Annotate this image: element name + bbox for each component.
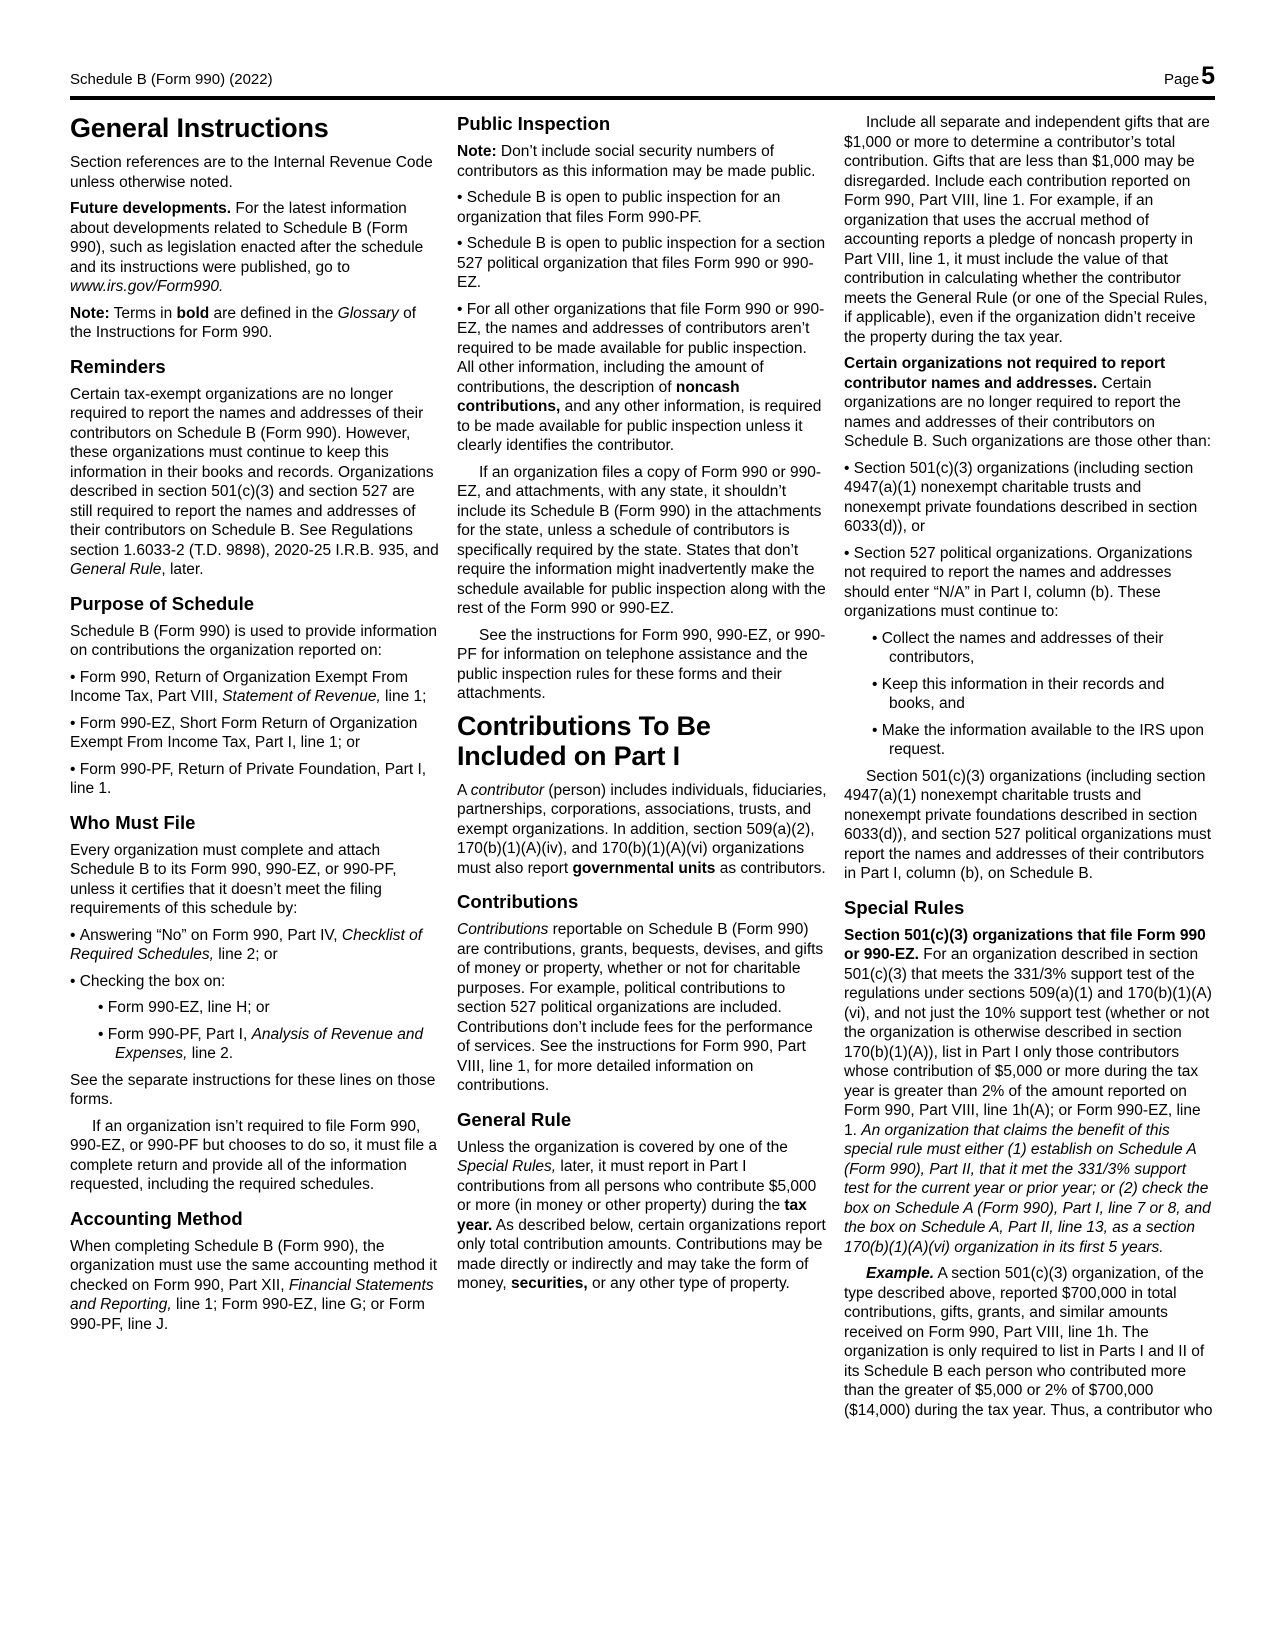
emphasis-text: Example. xyxy=(866,1265,935,1282)
text-run: Form 990, Return of Organization Exempt From Income Tax, Part VIII, xyxy=(70,668,408,705)
text-run: Make the information available to the IRS upon request. xyxy=(881,721,1204,758)
text-run: General Rule xyxy=(457,1108,572,1130)
text-run: Section 501(c)(3) organizations (including section 4947(a)(1) nonexempt charitable trusts and nonexempt private foundations described in section 6033(d)), or xyxy=(844,459,1198,535)
text-run: Keep this information in their records and books, and xyxy=(881,675,1165,712)
text-run: Form 990-PF, Return of Private Foundation, Part I, line 1. xyxy=(70,760,427,797)
form-title: Schedule B (Form 990) (2022) xyxy=(70,71,273,88)
text-run: See the instructions for Form 990, 990-EZ, or 990-PF for information on telephone assistance and the public inspection rules for these forms and their attachments. xyxy=(457,626,826,702)
paragraph xyxy=(70,622,440,661)
text-run: Public Inspection xyxy=(457,113,611,134)
section-heading xyxy=(457,891,827,913)
columns-container xyxy=(70,113,1215,1427)
text-run: Every organization must complete and attach Schedule B to its Form 990, 990-EZ, or 990-PF, unless it certifies that it doesn’t meet the filing requirements of this schedule by: xyxy=(70,841,397,917)
emphasis-text: Note: xyxy=(70,304,110,322)
emphasis-text: governmental units xyxy=(572,859,716,877)
text-run: are defined in the xyxy=(209,304,338,322)
text-run: line 2. xyxy=(187,1045,234,1062)
text-run: Purpose of Schedule xyxy=(70,592,255,614)
emphasis-text: Special Rules, xyxy=(457,1158,557,1175)
text-run: Answering “No” on Form 990, Part IV, xyxy=(79,926,342,944)
sub-bullet-item xyxy=(872,629,1214,668)
bullet-item xyxy=(70,714,440,753)
emphasis-text: Contributions xyxy=(457,921,549,938)
emphasis-text: An organization that claims the benefit of this special rule must either (1) establish on Schedule A (Form 990), Part II, that it met the 331/3% support test for the current year or prior year; or (2) check the box on Schedule A (Form 990), Part I, line 7 or 8, and the box on Schedule A, Part II, line 13, as a section 170(b)(1)(A)(vi) organization in its first 5 years. xyxy=(844,1121,1211,1256)
text-run: Section 501(c)(3) organizations (including section 4947(a)(1) nonexempt charitable trusts and nonexempt private foundations described in section 6033(d)), and section 527 political organizations must report the names and addresses of their contributors in Part I, column (b), on Schedule B. xyxy=(844,767,1212,882)
paragraph xyxy=(70,199,440,297)
text-run: reportable on Schedule B (Form 990) are contributions, grants, bequests, devises, and gifts of money or property, whether or not for charitable purposes. For example, political contributions to section 527 political organizations are included. Contributions don’t include fees for the performance of services. See the instructions for Form 990, Part VIII, line 1, for more detailed information on contributions. xyxy=(457,921,824,1094)
page-label: Page xyxy=(1164,71,1200,88)
emphasis-text: securities, xyxy=(511,1275,588,1292)
text-run: , later. xyxy=(161,561,204,578)
page-header xyxy=(70,62,1215,100)
text-run: Schedule B is open to public inspection for an organization that files Form 990-PF. xyxy=(457,189,781,226)
emphasis-text: Statement of Revenue, xyxy=(222,688,381,705)
paragraph xyxy=(457,463,827,619)
emphasis-text: Note: xyxy=(457,143,497,160)
emphasis-text: www.irs.gov/Form990. xyxy=(70,278,224,295)
paragraph xyxy=(844,926,1214,1258)
emphasis-text: Analysis of Revenue and Expenses, xyxy=(115,1025,424,1062)
text-run: If an organization files a copy of Form 990 or 990-EZ, and attachments, with any state, it shouldn’t include its Schedule B (Form 990) in the attachments for the state, unless a schedule of contributors is specifically required by the state. States that don’t require the information might inadvertently make the schedule available for public inspection along with the rest of the Form 990 or 990-EZ. xyxy=(457,463,826,617)
column-right xyxy=(844,113,1214,1427)
text-run: General Instructions xyxy=(70,113,329,143)
text-run: Checking the box on: xyxy=(79,972,226,990)
text-run: A section 501(c)(3) organization, of the type described above, reported $700,000 in total contributions, gifts, grants, and similar amounts received on Form 990, Part VIII, line 1h. The organization is only required to list in Parts I and II of its Schedule B each person who contributed more than the greater of $5,000 or 2% of $700,000 ($14,000) during the tax year. Thus, a contributor who xyxy=(844,1265,1213,1419)
text-run: See the separate instructions for these lines on those forms. xyxy=(70,1071,436,1108)
paragraph xyxy=(457,781,827,879)
text-run: Who Must File xyxy=(70,811,196,833)
paragraph xyxy=(70,1071,440,1110)
column-middle xyxy=(457,113,827,1427)
emphasis-text: Future developments. xyxy=(70,200,232,217)
text-run: Schedule B (Form 990) is used to provide information on contributions the organization reported on: xyxy=(70,622,438,659)
text-run: Don’t include social security numbers of contributors as this information may be made public. xyxy=(457,143,816,180)
text-run: When completing Schedule B (Form 990), the organization must use the same accounting method it checked on Form 990, Part XII, xyxy=(70,1237,438,1294)
bullet-item xyxy=(70,760,440,799)
text-run: line 1; xyxy=(380,688,427,705)
section-heading xyxy=(70,593,440,615)
text-run: Form 990-PF, Part I, xyxy=(107,1025,252,1043)
text-run: For an organization described in section 501(c)(3) that meets the 331/3% support test of the regulations under sections 509(a)(1) and 170(b)(1)(A)(vi), and not just the 10% support test (whether or not the organization is otherwise described in section 170(b)(1)(A)), list in Part I only those contributors whose contribution of $5,000 or more during the tax year is greater than 2% of the amount reported on Form 990, Part VIII, line 1h(A); or Form 990-EZ, line 1. xyxy=(844,946,1212,1139)
text-run: Contributions To Be Included on Part I xyxy=(457,710,711,771)
emphasis-text: tax year. xyxy=(457,1197,807,1234)
text-run: Certain organizations are no longer required to report the names and addresses of their contributors on Schedule B. Such organizations are those other than: xyxy=(844,374,1212,450)
text-run: Include all separate and independent gifts that are $1,000 or more to determine a contributor’s total contribution. Gifts that are less than $1,000 may be disregarded. Include each contribution reported on Form 990, Part VIII, line 1. For example, if an organization that uses the accrual method of accounting reports a pledge of noncash property in Part VIII, line 1, it must include the value of that contribution in calculating whether the contributor meets the General Rule (or one of the Special Rules, if applicable), even if the organization didn’t receive the property during the tax year. xyxy=(844,114,1210,346)
text-run: Collect the names and addresses of their contributors, xyxy=(881,629,1164,666)
sub-bullet-item xyxy=(872,675,1214,714)
text-run: Schedule B is open to public inspection for a section 527 political organization that files Form 990 or 990-EZ. xyxy=(457,235,826,291)
emphasis-text: contributor xyxy=(470,781,545,799)
emphasis-text: Checklist of Required Schedules, xyxy=(70,926,423,963)
paragraph xyxy=(457,626,827,704)
page-number: 5 xyxy=(1201,62,1215,90)
text-run: as contributors. xyxy=(715,859,826,877)
paragraph xyxy=(457,142,827,181)
bullet-item xyxy=(457,234,827,293)
paragraph xyxy=(70,1117,440,1195)
section-heading xyxy=(457,113,827,135)
sub-bullet-item xyxy=(98,998,440,1018)
section-heading xyxy=(70,812,440,834)
text-run: Form 990-EZ, line H; or xyxy=(107,999,270,1016)
emphasis-text: Certain organizations not required to report contributor names and addresses. xyxy=(844,355,1166,392)
emphasis-text: noncash contributions, xyxy=(457,378,740,415)
text-run: If an organization isn’t required to file Form 990, 990-EZ, or 990-PF but chooses to do so, it must file a complete return and provide all of the information requested, including the required schedules. xyxy=(70,1117,438,1193)
text-run: later, it must report in Part I contributions from all persons who contribute $5,000 or more (in money or other property) during the xyxy=(457,1158,817,1214)
text-run: A xyxy=(457,781,471,799)
paragraph xyxy=(844,354,1214,452)
text-run: Terms in xyxy=(109,304,177,322)
emphasis-text: Section 501(c)(3) organizations that file Form 990 or 990-EZ. xyxy=(844,926,1206,963)
text-run: Form 990-EZ, Short Form Return of Organization Exempt From Income Tax, Part I, line 1; or xyxy=(70,714,418,751)
paragraph xyxy=(70,385,440,580)
bullet-item xyxy=(70,972,440,992)
paragraph xyxy=(844,767,1214,884)
bullet-item xyxy=(457,300,827,456)
text-run: line 2; or xyxy=(213,946,278,963)
bullet-item xyxy=(844,459,1214,537)
text-run: Section 527 political organizations. Organizations not required to report the names and addresses should enter “N/A” in Part I, column (b). These organizations must continue to: xyxy=(844,544,1193,620)
text-run: Special Rules xyxy=(844,896,965,918)
paragraph xyxy=(70,841,440,919)
paragraph xyxy=(844,113,1214,347)
bullet-item xyxy=(844,544,1214,622)
paragraph xyxy=(844,1264,1214,1420)
emphasis-text: bold xyxy=(176,304,210,322)
text-run: line 1; Form 990-EZ, line G; or Form 990-PF, line J. xyxy=(70,1296,425,1333)
emphasis-text: Financial Statements and Reporting, xyxy=(70,1276,434,1313)
sub-bullet-item xyxy=(98,1025,440,1064)
text-run: Contributions xyxy=(457,891,579,912)
paragraph xyxy=(70,153,440,192)
text-run: or any other type of property. xyxy=(587,1275,790,1292)
sub-bullet-item xyxy=(872,721,1214,760)
text-run: Certain tax-exempt organizations are no longer required to report the names and addresses of their contributors on Schedule B (Form 990). However, these organizations must continue to keep this information in their books and records. Organizations described in section 501(c)(3) and section 527 are still required to report the names and addresses of their contributors on Schedule B. See Regulations section 1.6033-2 (T.D. 9898), 2020-25 I.R.B. 935, and xyxy=(70,385,439,559)
section-heading xyxy=(70,1208,440,1230)
text-run: For all other organizations that file Form 990 or 990-EZ, the names and addresses of contributors aren’t required to be made available for public inspection. All other information, including the amount of contributions, the description of xyxy=(457,300,825,396)
text-run: Accounting Method xyxy=(70,1207,243,1229)
section-heading xyxy=(844,897,1214,919)
major-heading xyxy=(70,113,440,143)
emphasis-text: General Rule xyxy=(70,561,162,578)
page-indicator xyxy=(1164,62,1215,91)
paragraph xyxy=(457,920,827,1096)
major-heading xyxy=(457,711,827,771)
text-run: (person) includes individuals, fiduciaries, partnerships, corporations, associations, trusts, and exempt organizations. In addition, section 509(a)(2), 170(b)(1)(A)(iv), and 170(b)(1)(A)(vi) organizations must also report xyxy=(457,781,827,877)
text-run: Section references are to the Internal Revenue Code unless otherwise noted. xyxy=(70,154,433,191)
paragraph xyxy=(70,1237,440,1335)
text-run: of the Instructions for Form 990. xyxy=(70,304,417,341)
text-run: and any other information, is required to be made available for public inspection unless it clearly identifies the contributor. xyxy=(457,398,822,454)
paragraph xyxy=(457,1138,827,1294)
section-heading xyxy=(70,356,440,378)
column-left xyxy=(70,113,440,1427)
emphasis-text: Glossary xyxy=(337,304,399,322)
bullet-item xyxy=(457,188,827,227)
text-run: Reminders xyxy=(70,355,166,377)
bullet-item xyxy=(70,926,440,965)
paragraph xyxy=(70,304,440,343)
section-heading xyxy=(457,1109,827,1131)
text-run: For the latest information about developments related to Schedule B (Form 990), such as legislation enacted after the schedule and its instructions were published, go to xyxy=(70,200,424,276)
bullet-item xyxy=(70,668,440,707)
text-run: As described below, certain organizations report only total contribution amounts. Contributions may be made directly or indirectly and may take the form of money, xyxy=(457,1216,826,1292)
text-run: Unless the organization is covered by one of the xyxy=(457,1138,788,1156)
